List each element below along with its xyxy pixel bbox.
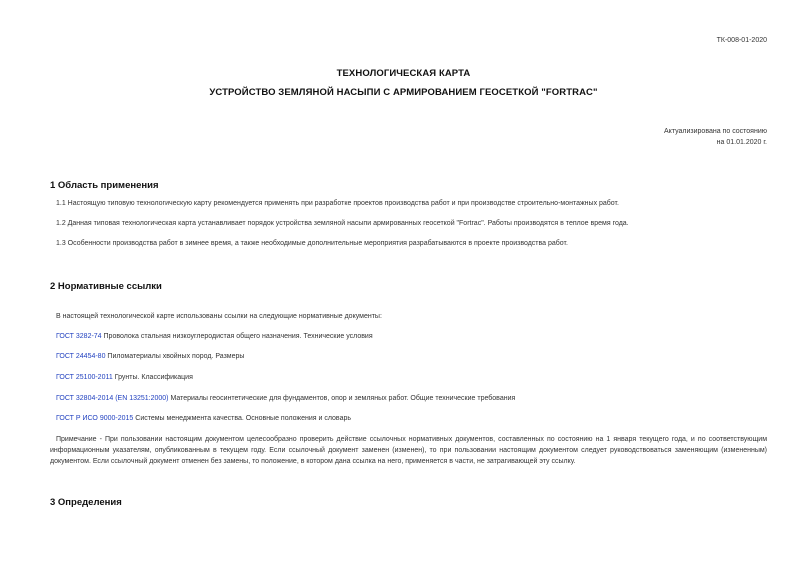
- reference-link[interactable]: ГОСТ 32804-2014 (EN 13251:2000): [56, 395, 169, 402]
- section-2-intro: В настоящей технологической карте использованы ссылки на следующие нормативные документы:: [56, 313, 382, 320]
- reference-title: Материалы геосинтетические для фундаментов, опор и земляных работ. Общие технические требования: [168, 395, 516, 402]
- reference-item: [56, 415, 351, 422]
- reference-title: Грунты. Классификация: [112, 374, 193, 381]
- reference-title: Проволока стальная низкоуглеродистая общего назначения. Технические условия: [101, 333, 373, 340]
- section-2-heading: 2 Нормативные ссылки: [50, 281, 162, 292]
- section-1-paragraph-1: 1.1 Настоящую типовую технологическую карту рекомендуется применять при разработке проектов производства работ и при производстве строительно-монтажных работ.: [56, 200, 619, 207]
- document-subtitle: УСТРОЙСТВО ЗЕМЛЯНОЙ НАСЫПИ С АРМИРОВАНИЕМ ГЕОСЕТКОЙ "FORTRAC": [209, 87, 598, 98]
- reference-link[interactable]: ГОСТ 25100-2011: [56, 374, 113, 381]
- reference-item: [56, 374, 193, 381]
- section-1-paragraph-2: 1.2 Данная типовая технологическая карта устанавливает порядок устройства земляной насыпи армированных геосеткой "Fortrac". Работы производятся в теплое время года.: [56, 220, 629, 227]
- document-number: ТК-008-01-2020: [716, 37, 767, 44]
- section-2-note: Примечание - При пользовании настоящим документом целесообразно проверить действие ссылочных нормативных документов, составленных по состоянию на 1 января текущего года, и по соответствующим информационным указателям, опубликованным в текущем году. Если ссылочный документ заменен (изменен), то при пользовании настоящим документом следует руководствоваться заменяющим (измененным) документом. Если ссылочный документ отменен без замены, то положение, в котором дана ссылка на него, применяется в части, не затрагивающей эту ссылку.: [50, 436, 767, 465]
- update-note: [664, 126, 767, 148]
- reference-link[interactable]: ГОСТ 3282-74: [56, 333, 102, 340]
- reference-link[interactable]: ГОСТ 24454-80: [56, 353, 106, 360]
- reference-item: [56, 333, 373, 340]
- section-1-heading: 1 Область применения: [50, 180, 159, 191]
- update-line-2: на 01.01.2020 г.: [716, 139, 767, 146]
- section-3-heading: 3 Определения: [50, 497, 122, 508]
- reference-item: [56, 353, 244, 360]
- document-title: ТЕХНОЛОГИЧЕСКАЯ КАРТА: [336, 68, 471, 79]
- reference-title: Системы менеджмента качества. Основные положения и словарь: [133, 415, 352, 422]
- reference-item: [56, 395, 515, 402]
- reference-title: Пиломатериалы хвойных пород. Размеры: [105, 353, 245, 360]
- section-1-paragraph-3: 1.3 Особенности производства работ в зимнее время, а также необходимые дополнительные мероприятия разрабатываются в проекте производства работ.: [56, 240, 568, 247]
- reference-link[interactable]: ГОСТ Р ИСО 9000-2015: [56, 415, 134, 422]
- update-line-1: Актуализирована по состоянию: [664, 128, 767, 135]
